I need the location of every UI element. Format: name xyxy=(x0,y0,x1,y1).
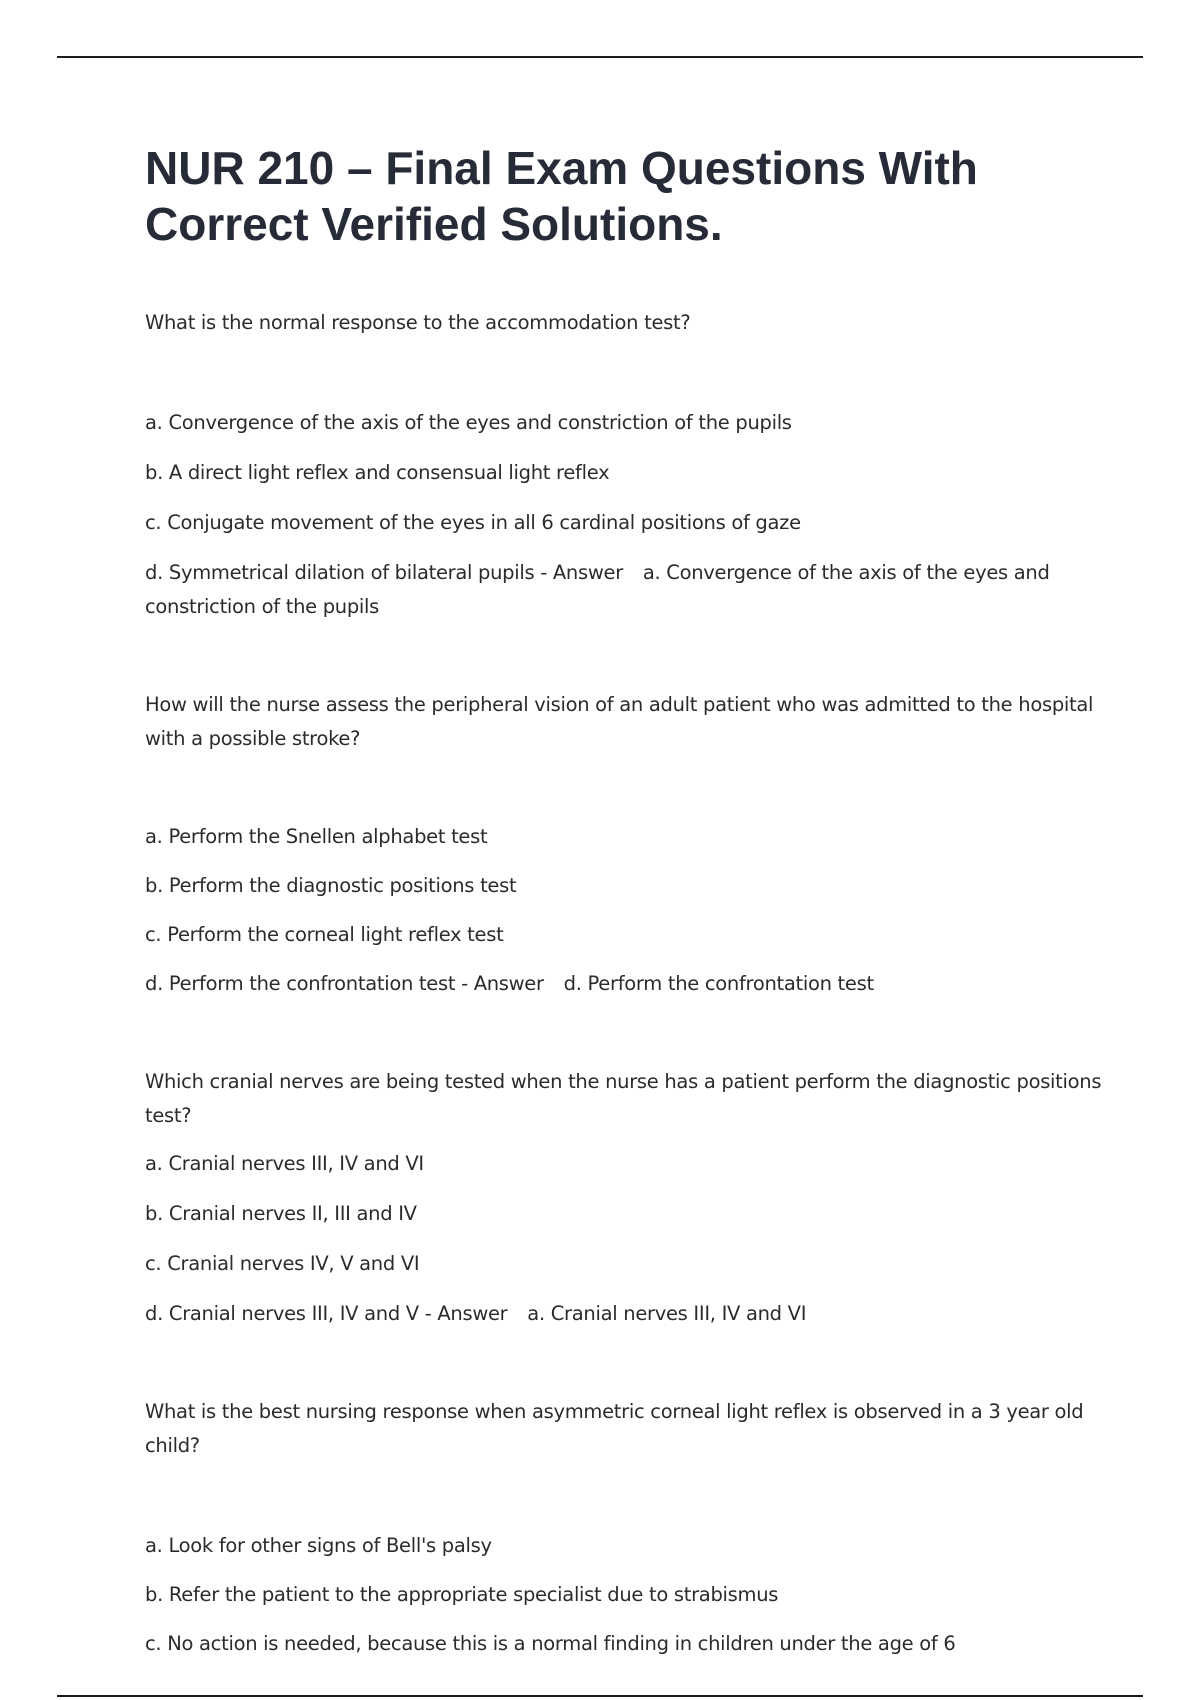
document-body xyxy=(145,140,1105,1676)
option-b: b. Refer the patient to the appropriate specialist due to strabismus xyxy=(145,1583,779,1606)
option-c: c. Cranial nerves IV, V and VI xyxy=(145,1252,420,1275)
option-d: d. Perform the confrontation test - Answer xyxy=(145,972,544,995)
question-text: What is the best nursing response when asymmetric corneal light reflex is observed in a 3 year old child? xyxy=(145,1400,1084,1457)
option-a: a. Look for other signs of Bell's palsy xyxy=(145,1534,492,1557)
question-block xyxy=(145,1395,1105,1661)
option-d-with-answer xyxy=(145,967,1105,1001)
option-a: a. Perform the Snellen alphabet test xyxy=(145,825,488,848)
option-c: c. Perform the corneal light reflex test xyxy=(145,923,504,946)
option-b: b. A direct light reflex and consensual light reflex xyxy=(145,461,610,484)
document-title: NUR 210 – Final Exam Questions With Correct Verified Solutions. xyxy=(145,142,978,250)
option-d-with-answer xyxy=(145,1297,1105,1331)
answer-text: a. Cranial nerves III, IV and VI xyxy=(527,1302,807,1325)
top-divider xyxy=(57,56,1143,58)
question-text: What is the normal response to the accommodation test? xyxy=(145,311,691,334)
option-a: a. Cranial nerves III, IV and VI xyxy=(145,1152,424,1175)
bottom-divider xyxy=(57,1695,1143,1697)
option-d: d. Cranial nerves III, IV and V - Answer xyxy=(145,1302,508,1325)
answer-text: d. Perform the confrontation test xyxy=(563,972,874,995)
option-d: d. Symmetrical dilation of bilateral pupils - Answer xyxy=(145,561,623,584)
answer-text: a. Convergence of the axis of the eyes and constriction of the pupils xyxy=(145,561,1050,618)
question-block xyxy=(145,306,1105,624)
question-text: Which cranial nerves are being tested when the nurse has a patient perform the diagnostic positions test? xyxy=(145,1070,1102,1127)
question-text: How will the nurse assess the peripheral vision of an adult patient who was admitted to the hospital with a possible stroke? xyxy=(145,693,1094,750)
option-b: b. Cranial nerves II, III and IV xyxy=(145,1202,417,1225)
option-a: a. Convergence of the axis of the eyes and constriction of the pupils xyxy=(145,411,792,434)
option-c: c. No action is needed, because this is a normal finding in children under the age of 6 xyxy=(145,1632,956,1655)
option-c: c. Conjugate movement of the eyes in all 6 cardinal positions of gaze xyxy=(145,511,801,534)
option-b: b. Perform the diagnostic positions test xyxy=(145,874,517,897)
option-d-with-answer xyxy=(145,556,1105,624)
question-block xyxy=(145,688,1105,1001)
question-block xyxy=(145,1065,1105,1331)
